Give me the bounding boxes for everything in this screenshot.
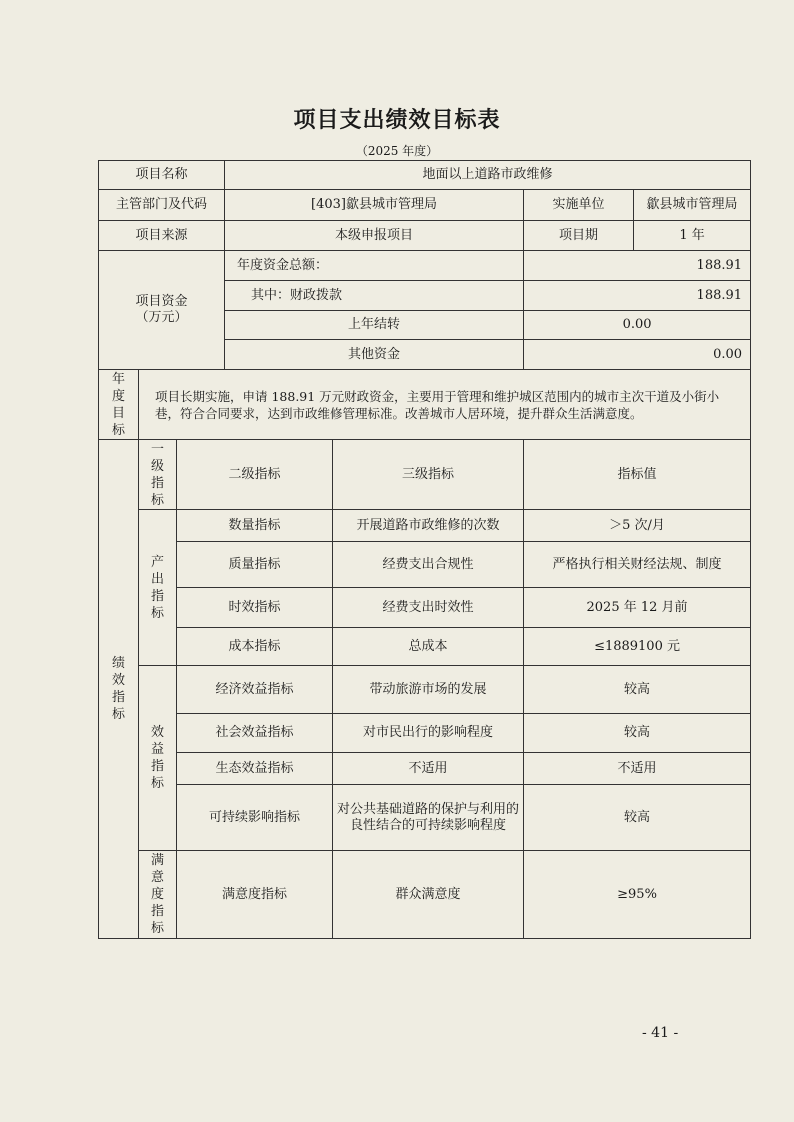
indicator-value: 不适用 (524, 753, 751, 785)
indicator-level2: 质量指标 (177, 542, 333, 588)
benefit-indicators-label: 效益指标 (139, 666, 177, 851)
indicator-level3: 对市民出行的影响程度 (333, 714, 524, 753)
indicator-level2: 社会效益指标 (177, 714, 333, 753)
source-label: 项目来源 (99, 221, 225, 251)
funds-label-cell (99, 251, 225, 370)
table-row (99, 510, 751, 542)
indicator-level2: 可持续影响指标 (177, 785, 333, 851)
indicator-level3: 对公共基础道路的保护与利用的良性结合的可持续影响程度 (333, 785, 524, 851)
header-level3: 三级指标 (333, 440, 524, 510)
indicator-value: 严格执行相关财经法规、制度 (524, 542, 751, 588)
indicator-level3: 群众满意度 (333, 851, 524, 939)
indicator-level2: 时效指标 (177, 588, 333, 628)
funds-carry-value: 0.00 (524, 311, 751, 340)
funds-other-label: 其他资金 (225, 340, 524, 370)
table-row (99, 851, 751, 939)
satisfaction-indicators-label: 满意度指标 (139, 851, 177, 939)
indicator-value: ≥95% (524, 851, 751, 939)
indicator-value: ≤1889100 元 (524, 628, 751, 666)
header-level2: 二级指标 (177, 440, 333, 510)
indicator-level2: 数量指标 (177, 510, 333, 542)
indicator-value: 2025 年 12 月前 (524, 588, 751, 628)
table-row (99, 753, 751, 785)
funds-fiscal-label: 其中：财政拨款 (225, 281, 524, 311)
row-annual-goal (99, 370, 751, 440)
indicator-level2: 满意度指标 (177, 851, 333, 939)
funds-other-value: 0.00 (524, 340, 751, 370)
table-row (99, 666, 751, 714)
indicator-level2: 经济效益指标 (177, 666, 333, 714)
impl-unit-label: 实施单位 (524, 190, 634, 221)
row-dept (99, 190, 751, 221)
indicator-value: 较高 (524, 666, 751, 714)
source-value: 本级申报项目 (225, 221, 524, 251)
row-funds-total (99, 251, 751, 281)
row-project-name (99, 161, 751, 190)
table-row (99, 588, 751, 628)
indicator-level3: 带动旅游市场的发展 (333, 666, 524, 714)
project-name-value: 地面以上道路市政维修 (225, 161, 751, 190)
goal-text: 项目长期实施，申请 188.91 万元财政资金，主要用于管理和维护城区范围内的城市主次干道及小街小巷，符合合同要求，达到市政维修管理标准。改善城市人居环境，提升群众生活满意度。 (139, 370, 751, 440)
header-level1: 一级指标 (139, 440, 177, 510)
performance-indicators-label: 绩效指标 (99, 440, 139, 939)
dept-value: [403]歙县城市管理局 (225, 190, 524, 221)
table-row (99, 542, 751, 588)
row-source (99, 221, 751, 251)
indicator-level3: 总成本 (333, 628, 524, 666)
table-row (99, 785, 751, 851)
indicator-level3: 开展道路市政维修的次数 (333, 510, 524, 542)
indicator-level2: 成本指标 (177, 628, 333, 666)
funds-carry-label: 上年结转 (225, 311, 524, 340)
table-row (99, 714, 751, 753)
funds-label: 项目资金 (135, 294, 188, 309)
row-indicator-header (99, 440, 751, 510)
period-label: 项目期 (524, 221, 634, 251)
page-title: 项目支出绩效目标表 (293, 108, 501, 133)
output-indicators-label: 产出指标 (139, 510, 177, 666)
indicator-value: 较高 (524, 714, 751, 753)
project-name-label: 项目名称 (99, 161, 225, 190)
dept-label: 主管部门及代码 (99, 190, 225, 221)
funds-total-value: 188.91 (524, 251, 751, 281)
indicator-level2: 生态效益指标 (177, 753, 333, 785)
funds-total-label: 年度资金总额： (225, 251, 524, 281)
period-value: 1 年 (634, 221, 751, 251)
performance-table (98, 160, 751, 939)
indicator-level3: 经费支出时效性 (333, 588, 524, 628)
table-row (99, 628, 751, 666)
impl-unit-value: 歙县城市管理局 (634, 190, 751, 221)
indicator-value: 较高 (524, 785, 751, 851)
goal-label: 年度目标 (99, 370, 139, 440)
indicator-level3: 不适用 (333, 753, 524, 785)
funds-fiscal-value: 188.91 (524, 281, 751, 311)
indicator-value: ＞5 次/月 (524, 510, 751, 542)
header-value: 指标值 (524, 440, 751, 510)
year-caption: （2025 年度） (355, 144, 439, 158)
page-number: - 41 - (642, 1025, 679, 1041)
funds-unit: （万元） (135, 310, 188, 325)
indicator-level3: 经费支出合规性 (333, 542, 524, 588)
